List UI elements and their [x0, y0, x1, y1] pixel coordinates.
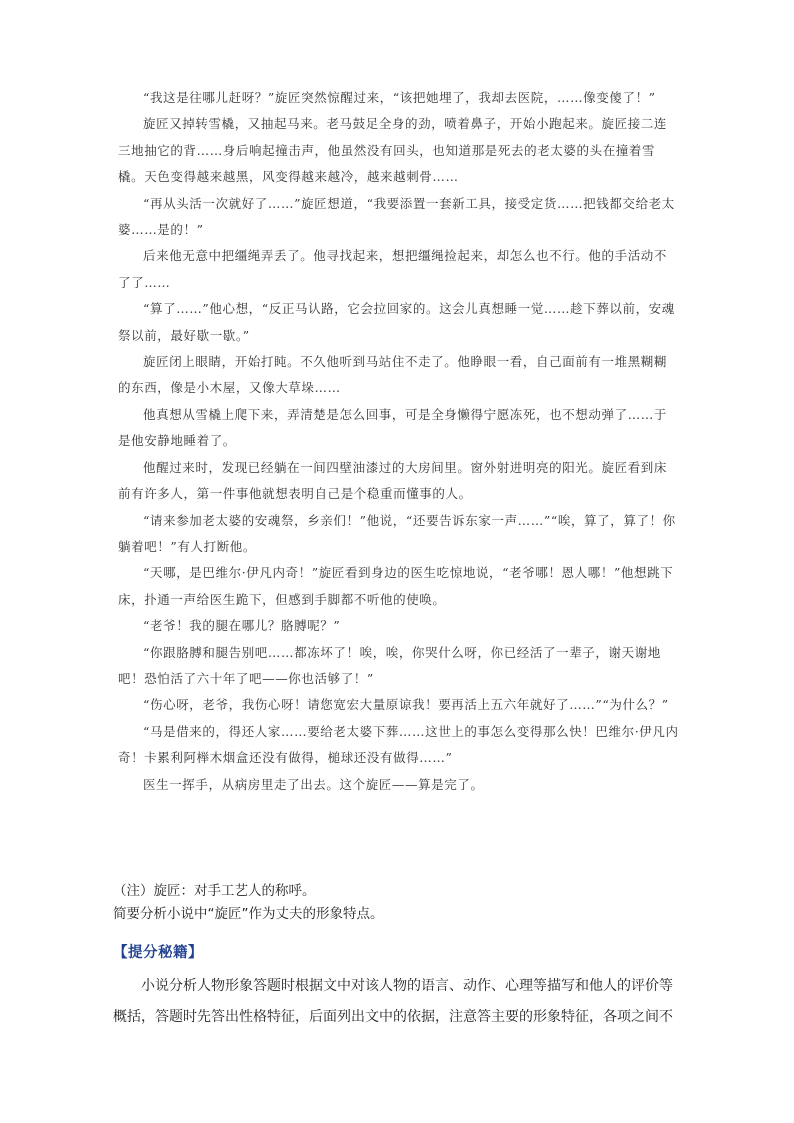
footnote: （注）旋匠：对手工艺人的称呼。: [113, 883, 316, 899]
story-paragraph: “算了……”他心想，“反正马认路，它会拉回家的。这会儿真想睡一觉……趁下葬以前，安魂祭以前，最好歇一歇。”: [118, 301, 675, 343]
story-paragraph: 医生一挥手，从病房里走了出去。这个旋匠——算是完了。: [143, 776, 484, 792]
question-text: 简要分析小说中“旋匠”作为丈夫的形象特点。: [113, 906, 384, 922]
story-paragraph: “请来参加老太婆的安魂祭，乡亲们！”他说，“还要告诉东家一声……”“唉，算了，算了！你躺着吧！”有人打断他。: [118, 512, 676, 554]
story-paragraph: 后来他无意中把缰绳弄丢了。他寻找起来，想把缰绳捡起来，却怎么也不行。他的手活动不了了……: [118, 248, 668, 290]
story-paragraph: “再从头活一次就好了……”旋匠想道，“我要添置一套新工具，接受定货……把钱都交给老太婆……是的！”: [118, 195, 675, 238]
tips-body: [113, 971, 681, 1033]
story-excerpt: [118, 85, 680, 798]
story-paragraph: “我这是往哪儿赶呀？”旋匠突然惊醒过来，“该把她埋了，我却去医院，……像变傻了！”: [143, 90, 656, 105]
story-paragraph: 他真想从雪橇上爬下来，弄清楚是怎么回事，可是全身懒得宁愿冻死，也不想动弹了……于是他安静地睡着了。: [118, 406, 668, 449]
story-paragraph: “老爷！我的腿在哪儿？胳膊呢？”: [143, 618, 341, 634]
story-paragraph: 旋匠又掉转雪橇，又抽起马来。老马鼓足全身的劲，喷着鼻子，开始小跑起来。旋匠接二连三地抽它的背……身后响起撞击声，他虽然没有回头，也知道那是死去的老太婆的头在撞着雪橇。天色变得越来越黑，风变得越来越冷，越来越刺骨……: [118, 116, 668, 185]
story-paragraph: “天哪，是巴维尔·伊凡内奇！”旋匠看到身边的医生吃惊地说，“老爷哪！恩人哪！”他想跳下床，扑通一声给医生跪下，但感到手脚都不听他的使唤。: [118, 565, 674, 607]
story-paragraph: 他醒过来时，发现已经躺在一间四壁油漆过的大房间里。窗外射进明亮的阳光。旋匠看到床前有许多人，第一件事他就想表明自己是个稳重而懂事的人。: [118, 459, 668, 502]
story-paragraph: 旋匠闭上眼睛，开始打盹。不久他听到马站住不走了。他睁眼一看，自己面前有一堆黑糊糊的东西，像是小木屋，又像大草垛……: [118, 354, 668, 396]
story-paragraph: “马是借来的，得还人家……要给老太婆下葬……这世上的事怎么变得那么快！巴维尔·伊凡内奇！卡累利阿榉木烟盒还没有做得，槌球还没有做得……”: [118, 723, 679, 766]
tips-paragraph: 小说分析人物形象答题时根据文中对该人物的语言、动作、心理等描写和他人的评价等概括，答题时先答出性格特征，后面列出文中的依据，注意答主要的形象特征，各项之间不: [113, 978, 673, 1025]
tips-heading: 【提分秘籍】: [113, 945, 203, 961]
story-paragraph: “伤心呀，老爷，我伤心呀！请您宽宏大量原谅我！要再活上五六年就好了……”“为什么？”: [143, 697, 669, 713]
story-paragraph: “你跟胳膊和腿告别吧……都冻坏了！唉，唉，你哭什么呀，你已经活了一辈子，谢天谢地吧！恐怕活了六十年了吧——你也活够了！”: [118, 644, 661, 686]
notes-section: [113, 880, 693, 926]
